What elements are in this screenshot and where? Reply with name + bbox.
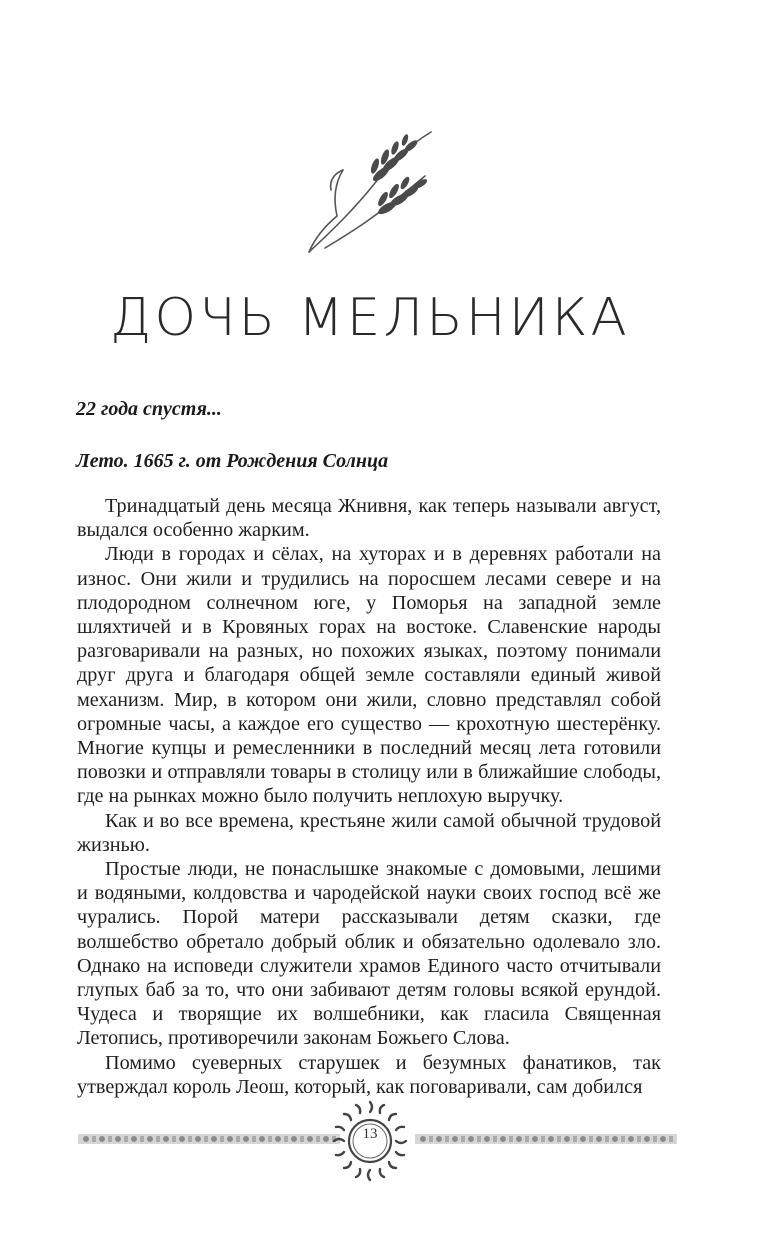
chapter-title: ДОЧЬ МЕЛЬНИКА — [110, 288, 630, 348]
paragraph: Тринадцатый день месяца Жнивня, как теперь называли август, выдался особенно жарким. — [77, 495, 661, 542]
paragraph: Помимо суеверных старушек и безумных фанатиков, так утверждал король Леош, который, как поговаривали, сам добился — [77, 1051, 661, 1098]
page-number: 13 — [362, 1126, 378, 1142]
ornament-band-icon — [78, 1132, 340, 1146]
paragraph: Как и во все времена, крестьяне жили самой обычной трудовой жизнью. — [77, 809, 661, 856]
ornament-band-icon — [415, 1132, 677, 1146]
page-footer — [70, 1098, 670, 1188]
time-jump-subheading: 22 года спустя... — [76, 398, 222, 420]
wheat-ears-icon — [295, 128, 440, 258]
paragraph: Люди в городах и сёлах, на хуторах и в деревнях работали на износ. Они жили и трудились на поросшем лесами севере и на плодородном солнечном юге, у Поморья на западной земле шляхтичей и в Кровяных горах на востоке. Славенские народы разговаривали на разных, но похожих языках, поэтому понимали друг друга и благодаря общей земле составляли единый живой механизм. Мир, в котором они жили, словно представлял собой огромные часы, а каждое его существо — крохотную шестерёнку. Многие купцы и ремесленники в последний месяц лета готовили повозки и отправляли товары в столицу или в ближайшие слободы, где на рынках можно было получить неплохую выручку. — [77, 543, 661, 808]
paragraph: Простые люди, не понаслышке знакомые с домовыми, лешими и водяными, колдовства и чародейской науки своих господ всё же чурались. Порой матери рассказывали детям сказки, где волшебство обретало добрый облик и обязательно одолевало зло. Однако на исповеди служители храмов Единого часто отчитывали глупых баб за то, что они забивают детям головы всякой ерундой. Чудеса и творящие их волшебники, как гласила Священная Летопись, противоречили законам Божьего Слова. — [77, 858, 661, 1050]
chapter-body — [77, 494, 661, 1099]
date-subheading: Лето. 1665 г. от Рождения Солнца — [76, 450, 389, 472]
